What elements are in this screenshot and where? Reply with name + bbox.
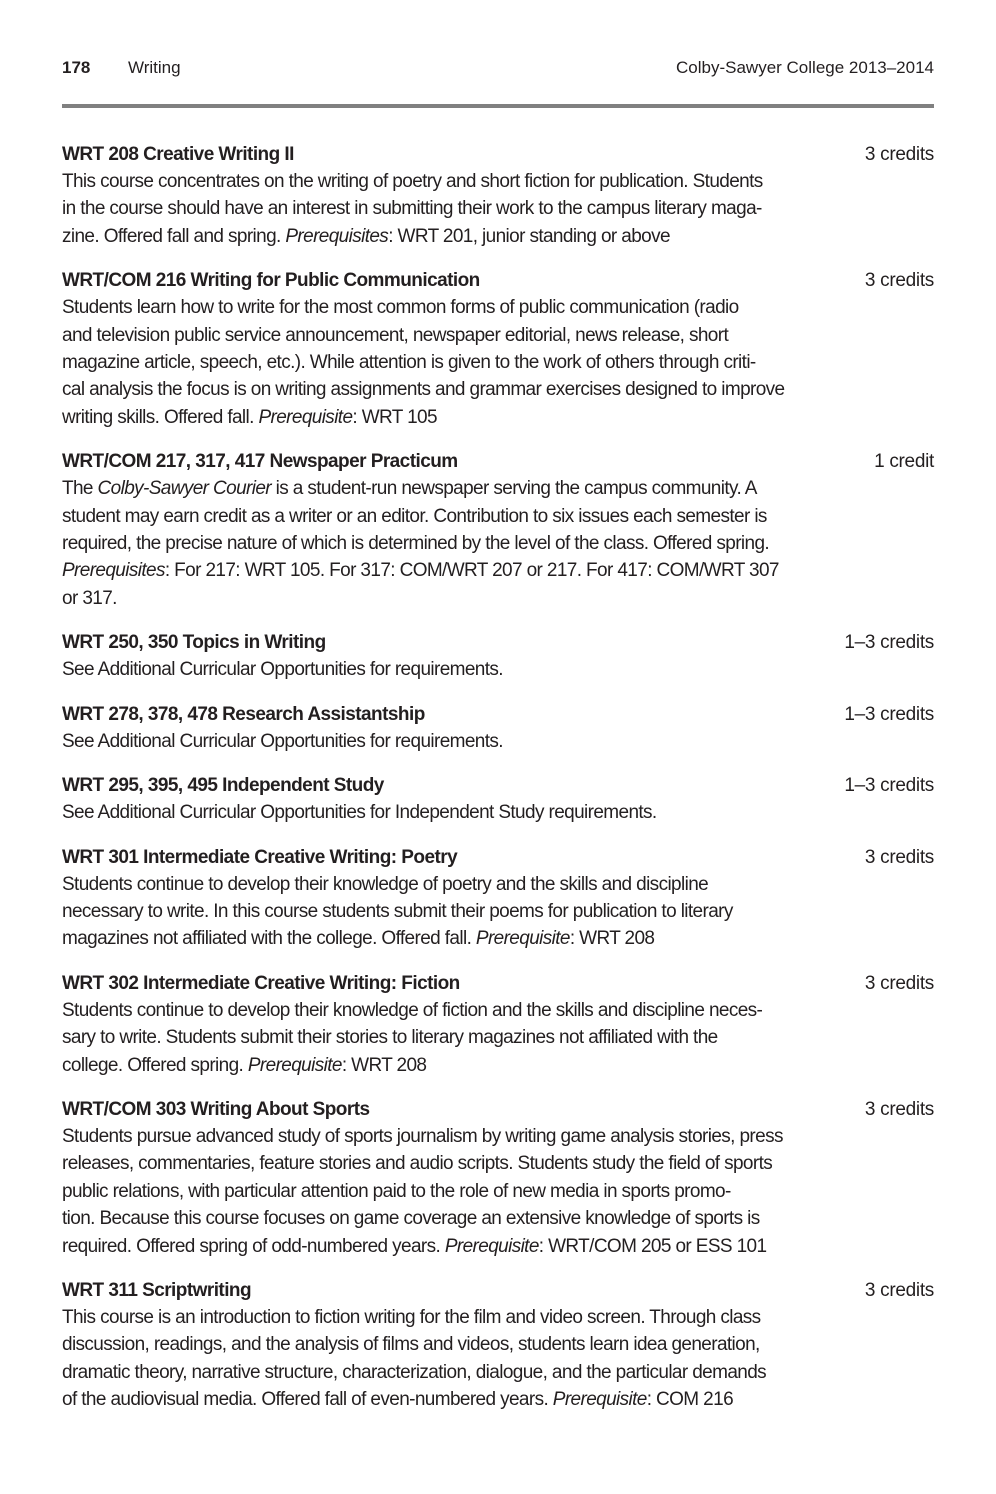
course-heading <box>62 267 934 294</box>
course-entry <box>62 141 934 250</box>
italic-term: Prerequisite <box>475 928 570 950</box>
description-line: See Additional Curricular Opportunities for Independent Study requirements. <box>62 802 657 824</box>
course-description <box>62 1304 934 1414</box>
description-line: tion. Because this course focuses on game coverage an extensive knowledge of sports is <box>62 1208 760 1230</box>
description-line: Students continue to develop their knowledge of poetry and the skills and discipline <box>62 873 709 895</box>
description-line <box>62 1233 934 1260</box>
course-entry <box>62 772 934 826</box>
description-line: See Additional Curricular Opportunities for requirements. <box>62 730 503 752</box>
course-credits: 1–3 credits <box>844 703 934 725</box>
italic-term: Prerequisite <box>552 1389 647 1411</box>
description-line: discussion, readings, and the analysis of films and videos, students learn idea generation, <box>62 1334 760 1356</box>
course-entry <box>62 970 934 1079</box>
text-run: college. Offered spring. <box>62 1054 248 1076</box>
description-line <box>62 1386 934 1413</box>
description-line: and television public service announcement, newspaper editorial, news release, short <box>62 324 729 346</box>
text-run: of the audiovisual media. Offered fall of even-numbered years. <box>62 1389 553 1411</box>
course-title: WRT 208 Creative Writing II <box>62 144 294 165</box>
course-credits: 3 credits <box>864 972 934 994</box>
italic-term: Prerequisite <box>247 1054 342 1076</box>
course-title: WRT 278, 378, 478 Research Assistantship <box>62 703 425 725</box>
page-header <box>62 58 934 84</box>
description-line <box>62 475 934 502</box>
course-entry <box>62 1096 934 1260</box>
course-description <box>62 294 934 431</box>
course-entry <box>62 1277 934 1414</box>
description-line: student may earn credit as a writer or an editor. Contribution to six issues each semester is <box>62 505 767 527</box>
course-entry <box>62 701 934 755</box>
description-line: This course is an introduction to fiction writing for the film and video screen. Through class <box>62 1306 761 1328</box>
text-run: required. Offered spring of odd-numbered years. <box>62 1235 445 1257</box>
description-line: required, the precise nature of which is determined by the level of the class. Offered spring. <box>62 533 770 555</box>
course-heading <box>62 448 934 475</box>
description-line: dramatic theory, narrative structure, characterization, dialogue, and the particular demands <box>62 1361 767 1383</box>
course-heading <box>62 844 934 871</box>
course-description <box>62 728 934 755</box>
course-description <box>62 475 934 612</box>
description-line: in the course should have an interest in submitting their work to the campus literary maga- <box>62 198 762 220</box>
course-heading <box>62 701 934 728</box>
running-title: Colby-Sawyer College 2013–2014 <box>676 58 934 77</box>
course-credits: 1 credit <box>874 451 934 473</box>
course-description <box>62 799 934 826</box>
course-title: WRT 311 Scriptwriting <box>62 1279 252 1301</box>
course-list <box>62 141 934 1431</box>
course-title: WRT/COM 217, 317, 417 Newspaper Practicum <box>62 451 458 473</box>
page-number: 178 <box>62 58 91 77</box>
italic-term: Prerequisites <box>285 225 389 247</box>
text-run: magazines not affiliated with the college. Offered fall. <box>62 928 476 950</box>
description-line: or 317. <box>62 587 117 609</box>
description-line: Students continue to develop their knowledge of fiction and the skills and discipline neces- <box>62 999 763 1021</box>
course-heading <box>62 772 934 799</box>
course-credits: 1–3 credits <box>844 775 934 797</box>
course-heading <box>62 970 934 997</box>
course-heading <box>62 1277 934 1304</box>
italic-term: Prerequisites <box>62 560 165 582</box>
course-entry <box>62 629 934 683</box>
description-line <box>62 1052 934 1079</box>
description-line: See Additional Curricular Opportunities for requirements. <box>62 659 503 681</box>
description-line: releases, commentaries, feature stories and audio scripts. Students study the field of sports <box>62 1153 773 1175</box>
text-run: : WRT/COM 205 or ESS 101 <box>538 1235 767 1257</box>
course-title: WRT 301 Intermediate Creative Writing: Poetry <box>62 846 458 868</box>
course-entry <box>62 267 934 431</box>
description-line <box>62 925 934 952</box>
course-description <box>62 168 934 250</box>
text-run: zine. Offered fall and spring. <box>62 225 286 247</box>
course-heading <box>62 629 934 656</box>
course-description <box>62 1123 934 1260</box>
section-name: Writing <box>128 58 181 77</box>
header-rule <box>62 104 934 108</box>
course-credits: 3 credits <box>864 846 934 868</box>
description-line: public relations, with particular attention paid to the role of new media in sports promo- <box>62 1180 731 1202</box>
text-run: : For 217: WRT 105. For 317: COM/WRT 207 or 217. For 417: COM/WRT 307 <box>164 560 779 582</box>
description-line: cal analysis the focus is on writing assignments and grammar exercises designed to improve <box>62 379 785 401</box>
course-title: WRT 250, 350 Topics in Writing <box>62 632 326 654</box>
course-heading <box>62 141 934 168</box>
description-line: Students pursue advanced study of sports journalism by writing game analysis stories, press <box>62 1125 783 1147</box>
text-run: writing skills. Offered fall. <box>62 406 259 428</box>
course-credits: 3 credits <box>864 144 934 165</box>
description-line <box>62 557 934 584</box>
text-run: : WRT 208 <box>569 928 655 950</box>
course-credits: 3 credits <box>864 270 934 292</box>
description-line <box>62 404 934 431</box>
italic-term: Prerequisite <box>444 1235 539 1257</box>
text-run: is a student-run newspaper serving the campus community. A <box>270 478 757 500</box>
course-title: WRT/COM 216 Writing for Public Communication <box>62 270 480 292</box>
text-run: : WRT 208 <box>341 1054 427 1076</box>
course-entry <box>62 448 934 612</box>
course-title: WRT 302 Intermediate Creative Writing: Fiction <box>62 972 460 994</box>
description-line: This course concentrates on the writing of poetry and short fiction for publication. Students <box>62 171 763 192</box>
course-heading <box>62 1096 934 1123</box>
course-credits: 3 credits <box>864 1279 934 1301</box>
description-line: sary to write. Students submit their stories to literary magazines not affiliated with the <box>62 1027 718 1049</box>
course-description <box>62 997 934 1079</box>
course-description <box>62 656 934 683</box>
description-line: magazine article, speech, etc.). While attention is given to the work of others through criti- <box>62 352 756 374</box>
text-run: : WRT 201, junior standing or above <box>388 225 670 247</box>
course-title: WRT 295, 395, 495 Independent Study <box>62 775 384 797</box>
course-entry <box>62 844 934 953</box>
course-description <box>62 871 934 953</box>
course-title: WRT/COM 303 Writing About Sports <box>62 1098 370 1120</box>
italic-term: Prerequisite <box>258 406 353 428</box>
text-run: : COM 216 <box>646 1389 734 1411</box>
description-line: Students learn how to write for the most common forms of public communication (radio <box>62 297 739 319</box>
course-credits: 3 credits <box>864 1098 934 1120</box>
italic-term: Colby-Sawyer Courier <box>97 478 271 500</box>
text-run: : WRT 105 <box>352 406 437 428</box>
description-line <box>62 223 934 250</box>
text-run: The <box>62 478 98 500</box>
description-line: necessary to write. In this course students submit their poems for publication to literary <box>62 900 733 922</box>
course-credits: 1–3 credits <box>844 632 934 654</box>
